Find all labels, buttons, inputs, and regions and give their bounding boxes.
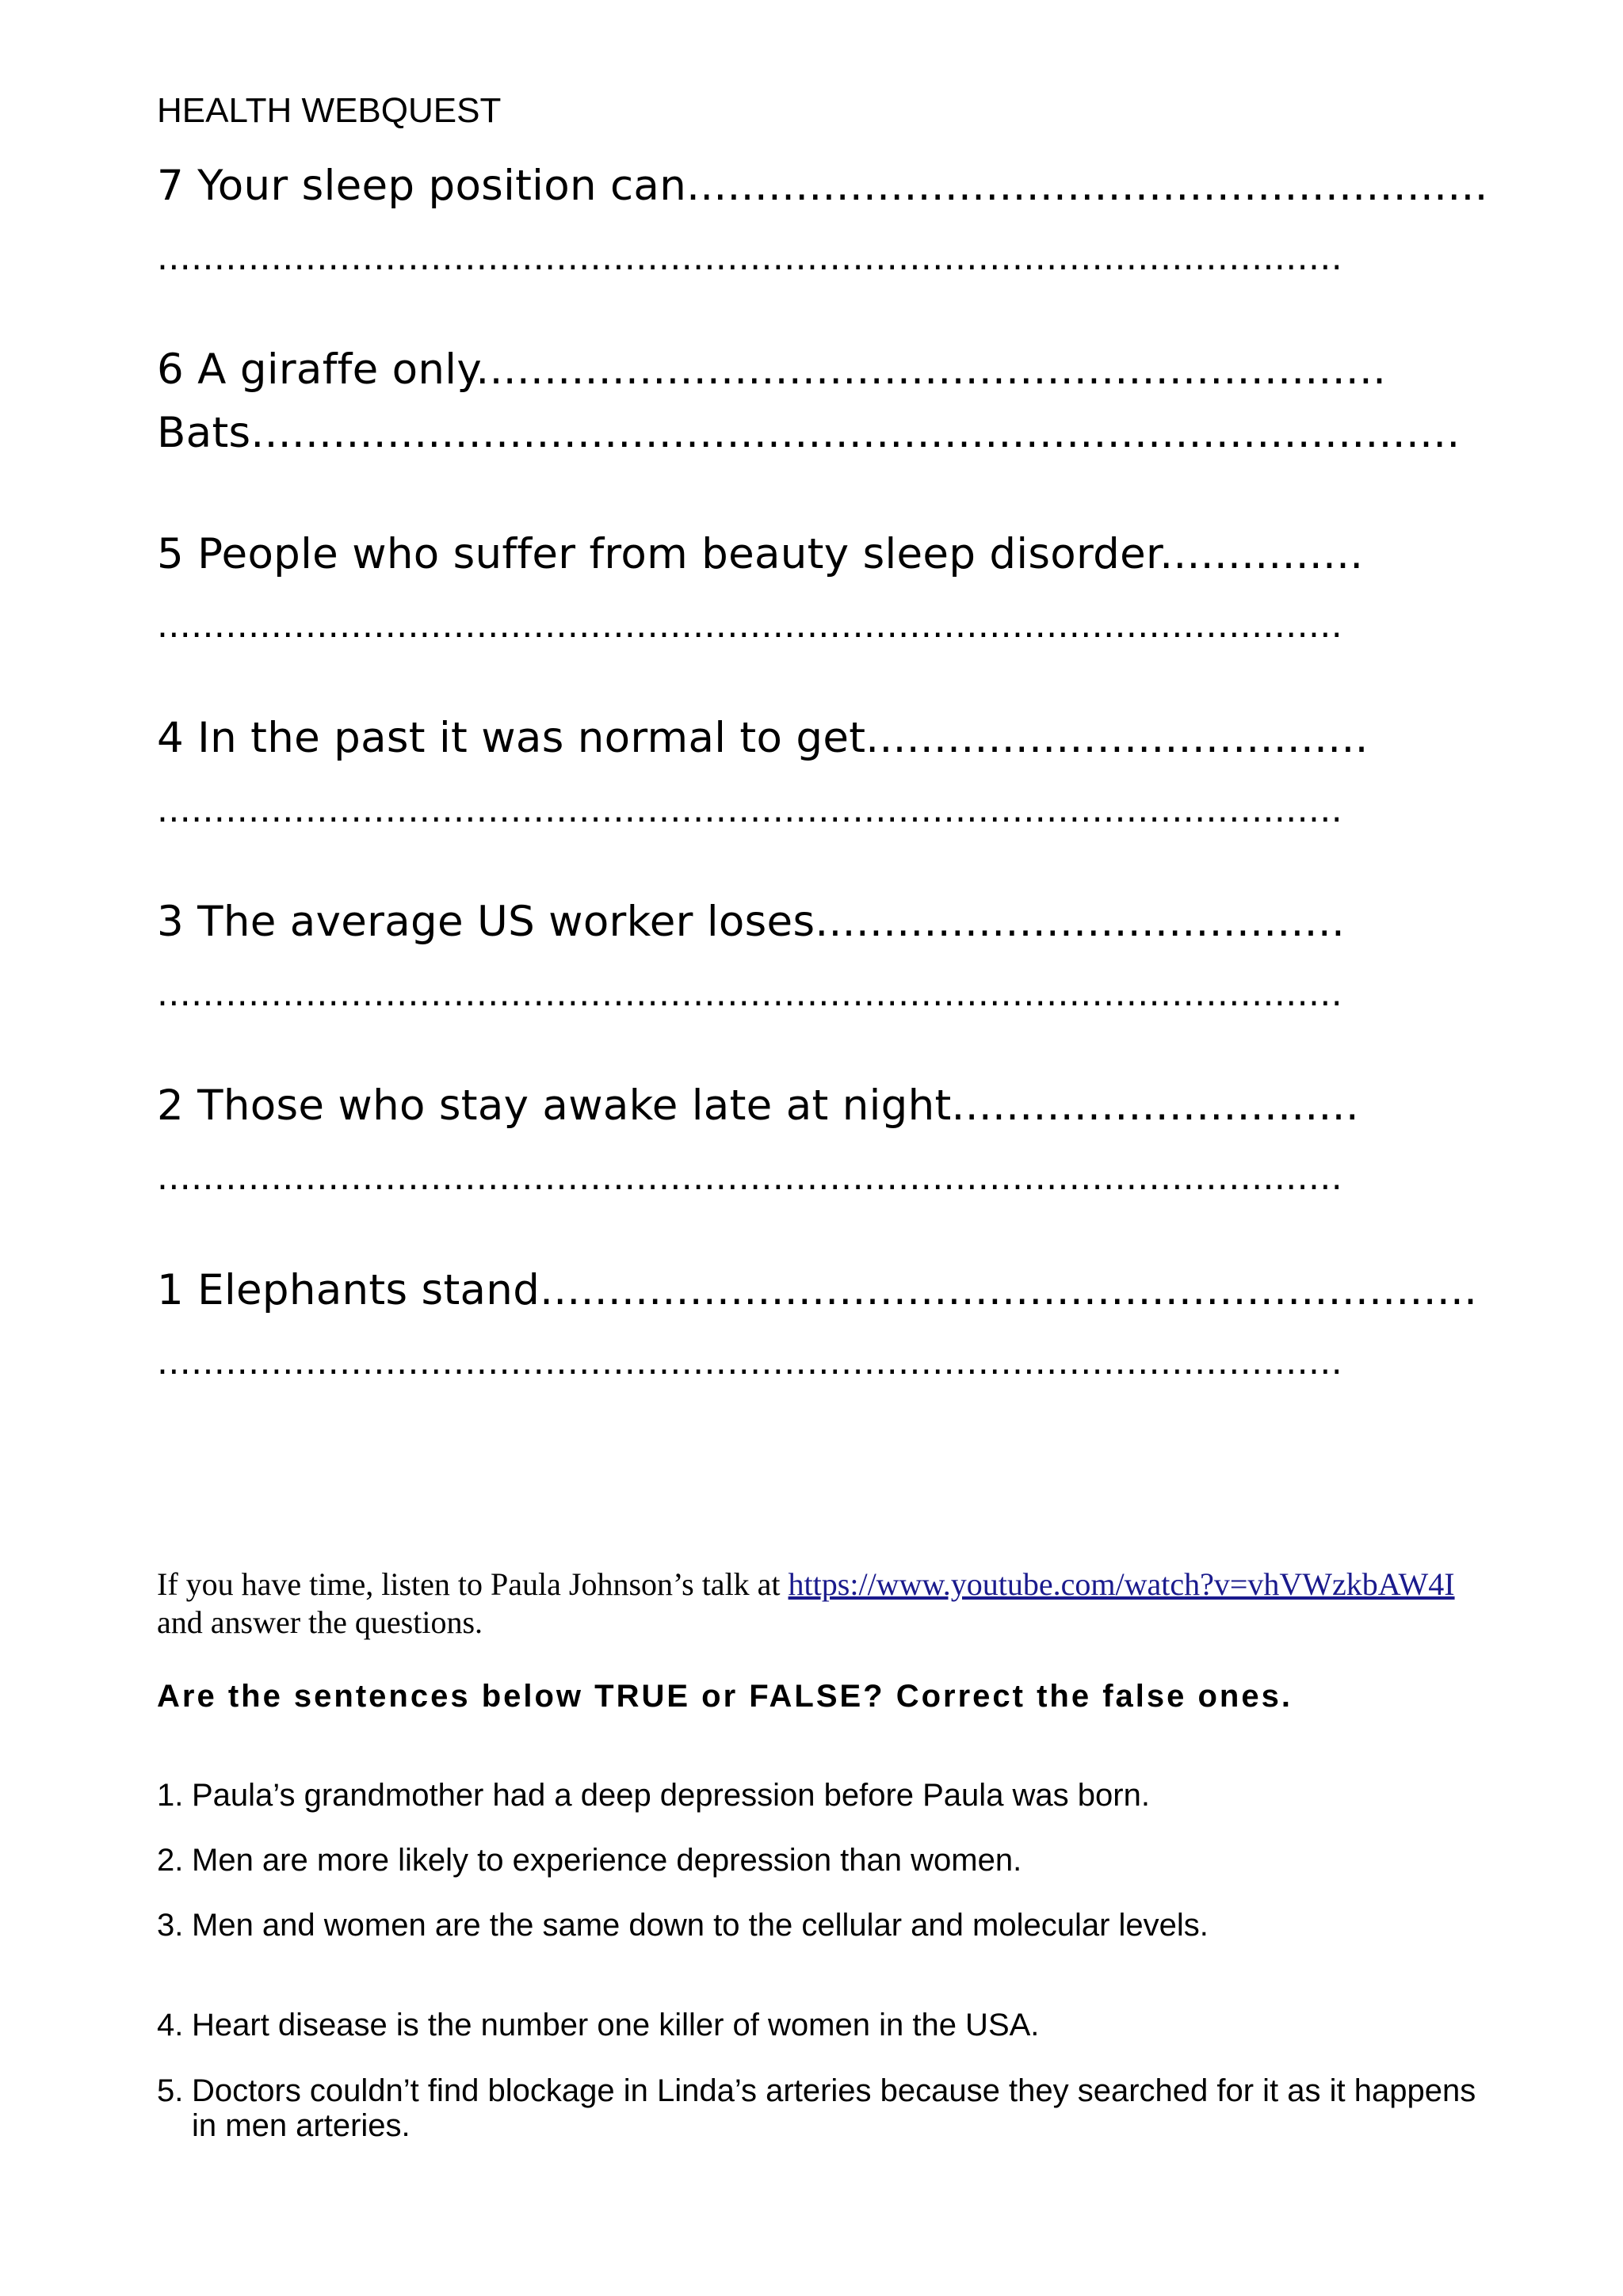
statement-text: Heart disease is the number one killer of women in the USA. xyxy=(192,2008,1040,2042)
question-3-prompt: 3 The average US worker loses....................................... xyxy=(157,898,1346,946)
intro-paragraph xyxy=(157,1566,1504,1642)
statement-text: Men are more likely to experience depression than women. xyxy=(192,1843,1022,1878)
question-6-prompt: 6 A giraffe only................................................................... xyxy=(157,345,1387,394)
statement-item xyxy=(157,1908,1504,1943)
question-6-prompt-bats: Bats......................................................................................... xyxy=(157,409,1461,457)
intro-text-end: and answer the questions. xyxy=(157,1604,483,1640)
statement-number: 5. xyxy=(157,2073,184,2108)
question-1-answer-line: ........................................................................................................ xyxy=(157,1342,1343,1383)
statement-item xyxy=(157,1778,1504,1813)
statement-number: 4. xyxy=(157,2008,184,2042)
question-4-answer-line: ........................................................................................................ xyxy=(157,790,1343,830)
statement-number: 3. xyxy=(157,1908,184,1943)
question-7-answer-line: ........................................................................................................ xyxy=(157,238,1343,278)
statement-text: Men and women are the same down to the cellular and molecular levels. xyxy=(192,1908,1209,1943)
question-5-answer-line: ........................................................................................................ xyxy=(157,605,1343,646)
statement-number: 2. xyxy=(157,1843,184,1878)
statement-text: Paula’s grandmother had a deep depression before Paula was born. xyxy=(192,1778,1150,1813)
statement-number: 1. xyxy=(157,1778,184,1813)
youtube-link[interactable]: https://www.youtube.com/watch?v=vhVWzkbAW4I xyxy=(788,1566,1455,1602)
question-1-prompt: 1 Elephants stand..................................................................... xyxy=(157,1266,1478,1314)
page-title: HEALTH WEBQUEST xyxy=(157,91,502,130)
true-false-heading: Are the sentences below TRUE or FALSE? Correct the false ones. xyxy=(157,1679,1293,1714)
question-2-prompt: 2 Those who stay awake late at night.............................. xyxy=(157,1081,1359,1130)
question-4-prompt: 4 In the past it was normal to get..................................... xyxy=(157,714,1369,762)
question-2-answer-line: ........................................................................................................ xyxy=(157,1158,1343,1198)
statement-item xyxy=(157,2073,1504,2143)
intro-text: If you have time, listen to Paula Johnson’s talk at xyxy=(157,1566,789,1602)
statement-item xyxy=(157,2008,1504,2042)
statement-text: Doctors couldn’t find blockage in Linda’s arteries because they searched for it as it happens in men arteries. xyxy=(192,2073,1476,2143)
question-5-prompt: 5 People who suffer from beauty sleep disorder............... xyxy=(157,530,1364,578)
statement-item xyxy=(157,1843,1504,1878)
question-3-answer-line: ........................................................................................................ xyxy=(157,974,1343,1014)
question-7-prompt: 7 Your sleep position can........................................................... xyxy=(157,162,1488,210)
